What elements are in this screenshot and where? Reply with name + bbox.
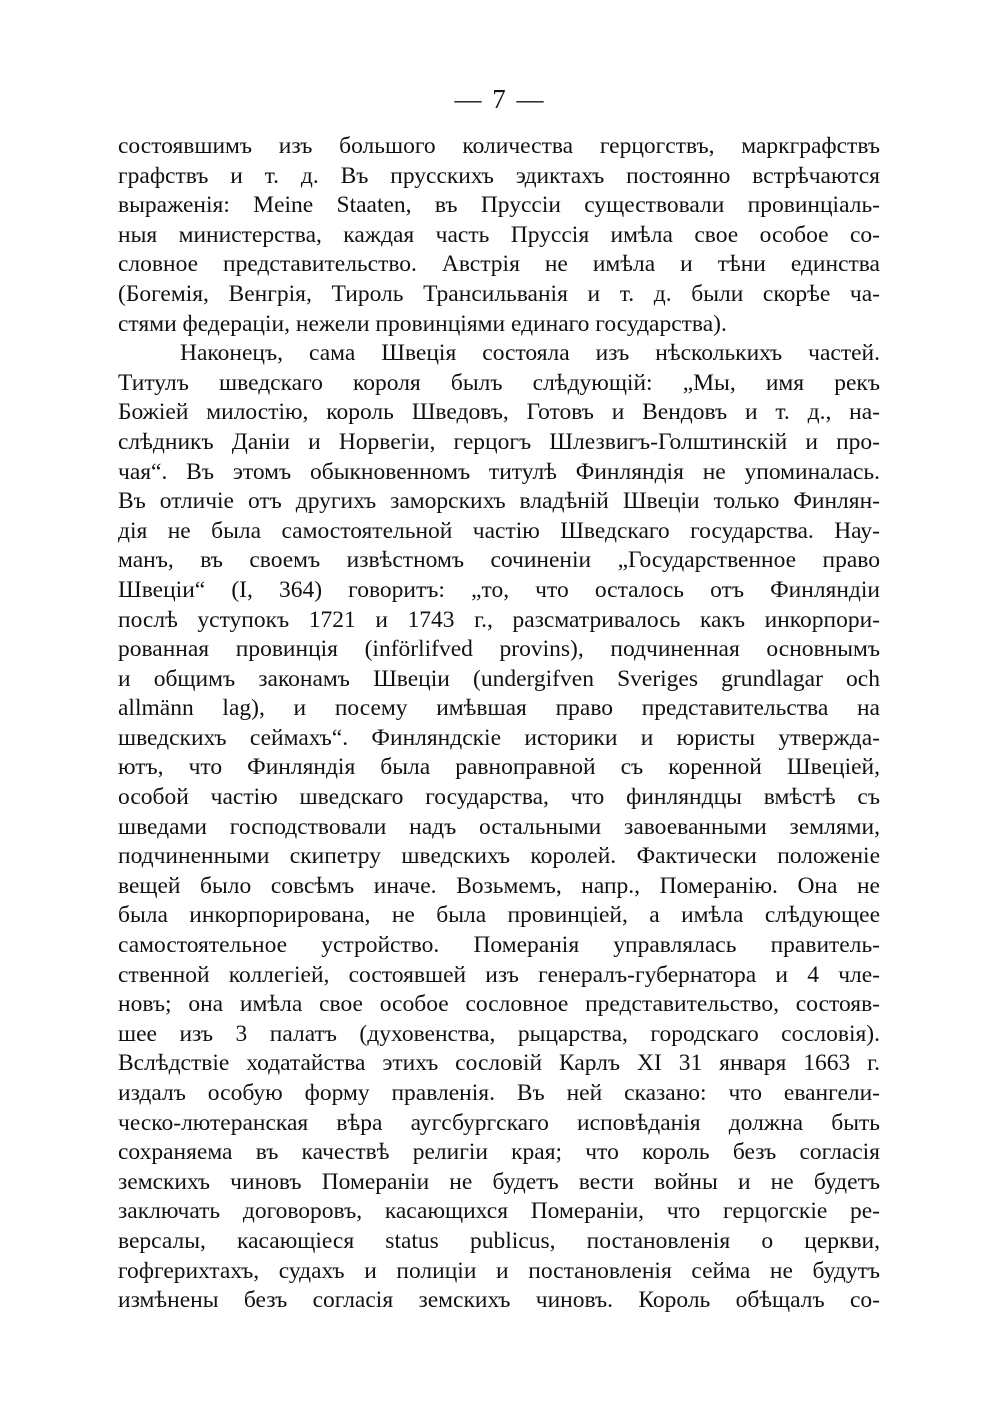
text-line: версалы, касающіеся status publicus, постановленія о церкви, bbox=[118, 1227, 880, 1254]
text-line: манъ, въ своемъ извѣстномъ сочиненіи „Государственное право bbox=[118, 547, 880, 574]
text-line: Наконецъ, сама Швеція состояла изъ нѣсколькихъ частей. bbox=[180, 340, 880, 367]
text-line: Вслѣдствіе ходатайства этихъ сословій Карлъ XI 31 января 1663 г. bbox=[118, 1050, 880, 1077]
text-line: allmänn lag), и посему имѣвшая право представительства на bbox=[118, 695, 880, 722]
text-line: Швеціи“ (I, 364) говоритъ: „то, что осталось отъ Финляндіи bbox=[118, 576, 880, 603]
body-text bbox=[118, 132, 880, 1316]
text-line: Въ отличіе отъ другихъ заморскихъ владѣній Швеціи только Финлян- bbox=[118, 488, 880, 515]
text-line: словное представительство. Австрія не имѣла и тѣни единства bbox=[118, 251, 880, 278]
text-line: стями федераціи, нежели провинціями единаго государства). bbox=[118, 310, 727, 337]
text-line: измѣнены безъ согласія земскихъ чиновъ. Король обѣщалъ со- bbox=[118, 1287, 880, 1314]
text-line: ческо-лютеранская вѣра аугсбургскаго исповѣданія должна быть bbox=[118, 1109, 880, 1136]
text-line: ственной коллегіей, состоявшей изъ генералъ-губернатора и 4 чле- bbox=[118, 961, 880, 988]
text-line: земскихъ чиновъ Помераніи не будетъ вести войны и не будетъ bbox=[118, 1168, 880, 1195]
text-line: Титулъ шведскаго короля былъ слѣдующій: „Мы, имя рекъ bbox=[118, 369, 880, 396]
text-line: подчиненными скипетру шведскихъ королей. Фактически положеніе bbox=[118, 843, 880, 870]
text-line: состоявшимъ изъ большого количества герцогствъ, маркграфствъ bbox=[118, 133, 880, 159]
text-line: шее изъ 3 палатъ (духовенства, рыцарства, городскаго сословія). bbox=[118, 1020, 880, 1047]
text-line: шведскихъ сеймахъ“. Финляндскіе историки и юристы утвержда- bbox=[118, 724, 880, 751]
text-line: графствъ и т. д. Въ прусскихъ эдиктахъ постоянно встрѣчаются bbox=[118, 162, 880, 189]
text-line: слѣдникъ Даніи и Норвегіи, герцогъ Шлезвигъ-Голштинскій и про- bbox=[118, 428, 880, 455]
text-line: издалъ особую форму правленія. Въ ней сказано: что евангели- bbox=[118, 1080, 880, 1106]
text-line: вещей было совсѣмъ иначе. Возьмемъ, напр., Померанію. Она не bbox=[118, 872, 880, 899]
text-line: дія не была самостоятельной частію Шведскаго государства. Нау- bbox=[118, 517, 880, 544]
text-line: была инкорпорирована, не была провинціей, а имѣла слѣдующее bbox=[118, 902, 880, 929]
text-line: Божіей милостію, король Шведовъ, Готовъ и Вендовъ и т. д., на- bbox=[118, 399, 880, 426]
text-line: шведами господствовали надъ остальными завоеванными землями, bbox=[118, 813, 880, 840]
text-line: (Богемія, Венгрія, Тироль Трансильванія и т. д. были скорѣе ча- bbox=[118, 280, 880, 307]
text-line: новъ; она имѣла свое особое сословное представительство, состояв- bbox=[118, 991, 880, 1018]
text-line: рованная провинція (införlifved provins), подчиненная основнымъ bbox=[118, 636, 880, 663]
text-line: и общимъ законамъ Швеціи (undergifven Sveriges grundlagar och bbox=[118, 665, 880, 692]
text-line: самостоятельное устройство. Померанія управлялась правитель- bbox=[118, 932, 880, 959]
page-number: — 7 — bbox=[454, 84, 546, 114]
text-line: чая“. Въ этомъ обыкновенномъ титулѣ Финляндія не упоминалась. bbox=[118, 458, 880, 485]
text-line: особой частію шведскаго государства, что финляндцы вмѣстѣ съ bbox=[118, 784, 880, 811]
text-line: ютъ, что Финляндія была равноправной съ коренной Швеціей, bbox=[118, 754, 880, 781]
text-line: заключать договоровъ, касающихся Помераніи, что герцогскіе ре- bbox=[118, 1198, 880, 1225]
text-line: послѣ уступокъ 1721 и 1743 г., разсматривалось какъ инкорпори- bbox=[118, 606, 880, 633]
text-line: гофгерихтахъ, судахъ и полиціи и постановленія сейма не будутъ bbox=[118, 1257, 880, 1284]
text-line: выраженія: Meine Staaten, въ Пруссіи существовали провинціаль- bbox=[118, 192, 880, 219]
text-line: сохраняема въ качествѣ религіи края; что король безъ согласія bbox=[118, 1139, 880, 1166]
text-line: ныя министерства, каждая часть Пруссія имѣла свое особое со- bbox=[118, 221, 880, 248]
